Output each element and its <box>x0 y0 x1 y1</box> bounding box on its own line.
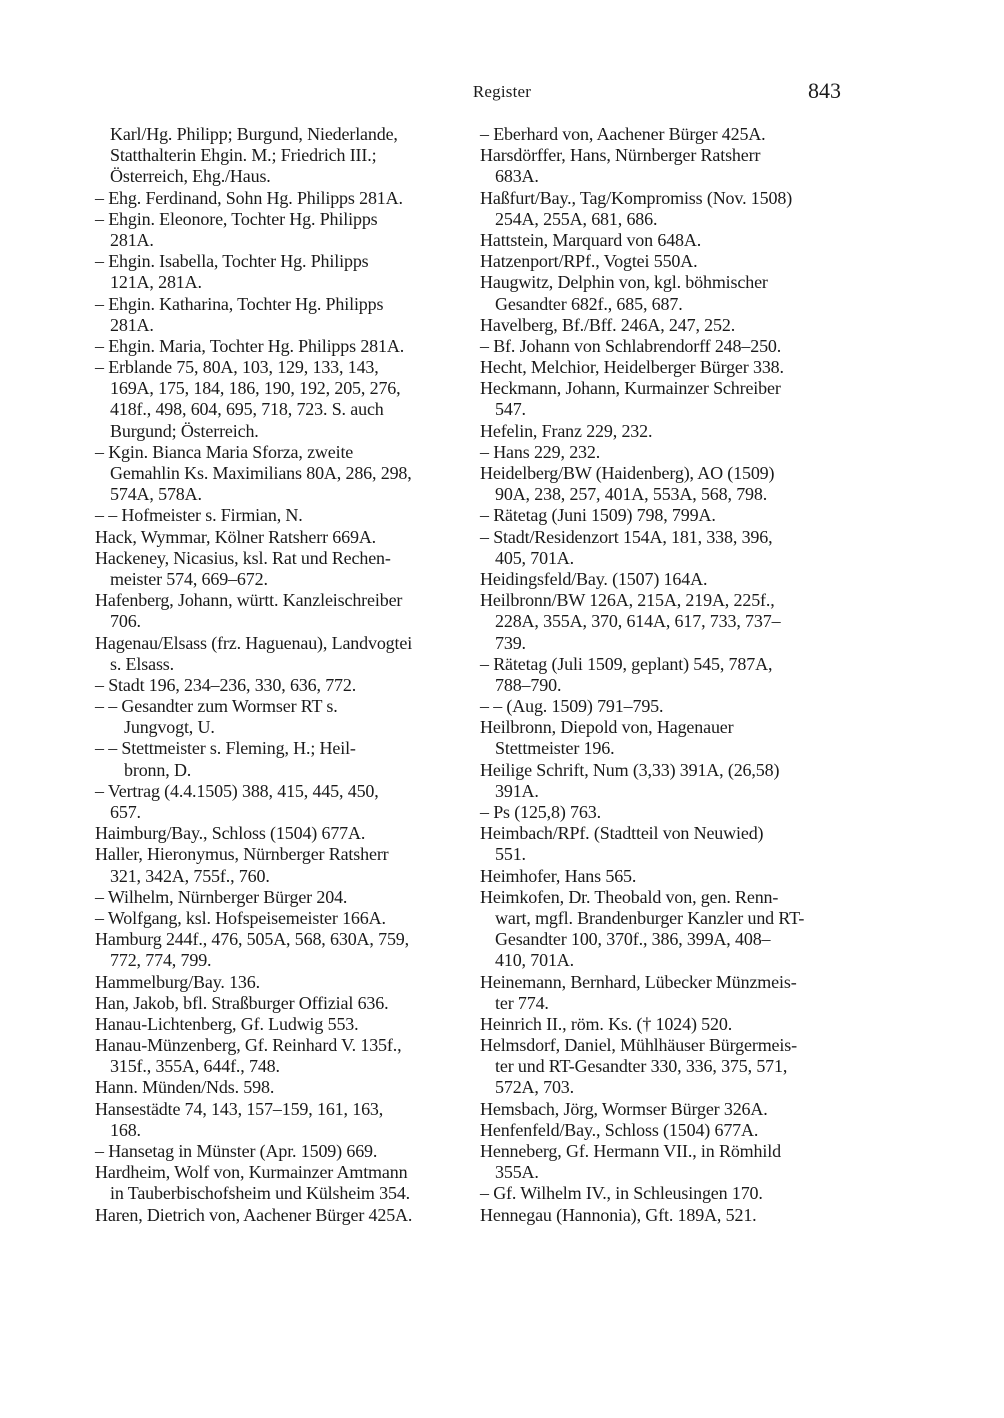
page-number: 843 <box>808 78 841 103</box>
index-line: 788–790. <box>495 674 562 695</box>
index-line: Helmsdorf, Daniel, Mühlhäuser Bürgermeis- <box>480 1035 797 1056</box>
index-line: Hagenau/Elsass (frz. Haguenau), Landvogtei <box>95 632 413 653</box>
index-line: Heidingsfeld/Bay. (1507) 164A. <box>480 568 708 589</box>
index-line: – Eberhard von, Aachener Bürger 425A. <box>480 124 766 144</box>
index-line: Henneberg, Gf. Hermann VII., in Römhild <box>480 1141 781 1161</box>
index-line: 281A. <box>110 229 154 250</box>
index-line: – Ps (125,8) 763. <box>480 802 601 822</box>
index-line: Haimburg/Bay., Schloss (1504) 677A. <box>95 823 366 844</box>
index-line: s. Elsass. <box>110 653 175 674</box>
index-line: Burgund; Österreich. <box>110 420 259 441</box>
running-head: Register <box>472 82 532 101</box>
index-line: Gesandter 682f., 685, 687. <box>495 293 683 314</box>
index-line: – – Gesandter zum Wormser RT s. <box>95 696 338 717</box>
index-line: 121A, 281A. <box>110 272 202 293</box>
index-line: Heimbach/RPf. (Stadtteil von Neuwied) <box>480 823 764 844</box>
index-line: – Wolfgang, ksl. Hofspeisemeister 166A. <box>95 907 386 928</box>
index-line: Österreich, Ehg./Haus. <box>110 166 271 187</box>
index-line: – Kgin. Bianca Maria Sforza, zweite <box>95 441 354 462</box>
index-line: Hemsbach, Jörg, Wormser Bürger 326A. <box>480 1098 768 1119</box>
index-line: Haßfurt/Bay., Tag/Kompromiss (Nov. 1508) <box>480 187 793 208</box>
index-line: – Gf. Wilhelm IV., in Schleusingen 170. <box>480 1183 763 1204</box>
index-line: – Ehgin. Eleonore, Tochter Hg. Philipps <box>95 208 378 229</box>
index-line: Heimkofen, Dr. Theobald von, gen. Renn- <box>480 886 779 907</box>
index-line: Hamburg 244f., 476, 505A, 568, 630A, 759, <box>95 929 410 950</box>
index-line: Han, Jakob, bfl. Straßburger Offizial 636. <box>95 992 389 1013</box>
index-line: ter 774. <box>495 992 549 1013</box>
index-line: – – (Aug. 1509) 791–795. <box>480 696 664 717</box>
index-line: Gemahlin Ks. Maximilians 80A, 286, 298, <box>110 463 412 483</box>
index-line: – – Hofmeister s. Firmian, N. <box>95 505 303 526</box>
index-line: Hattstein, Marquard von 648A. <box>480 229 702 250</box>
index-line: Haugwitz, Delphin von, kgl. böhmischer <box>480 272 768 293</box>
index-line: Heidelberg/BW (Haidenberg), AO (1509) <box>480 463 775 483</box>
index-line: Hann. Münden/Nds. 598. <box>95 1077 275 1098</box>
index-line: wart, mgfl. Brandenburger Kanzler und RT- <box>495 907 805 928</box>
index-line: 683A. <box>495 166 539 187</box>
index-line: – Ehgin. Maria, Tochter Hg. Philipps 281A. <box>95 335 405 356</box>
index-line: 739. <box>495 632 526 653</box>
index-line: – Stadt/Residenzort 154A, 181, 338, 396, <box>480 526 773 547</box>
index-line: Heinrich II., röm. Ks. († 1024) 520. <box>480 1013 733 1034</box>
index-line: 321, 342A, 755f., 760. <box>110 865 270 886</box>
index-line: – Vertrag (4.4.1505) 388, 415, 445, 450, <box>95 780 379 801</box>
index-line: 355A. <box>495 1162 539 1183</box>
index-line: 572A, 703. <box>495 1077 574 1098</box>
index-line: Henfenfeld/Bay., Schloss (1504) 677A. <box>480 1119 759 1140</box>
index-line: 574A, 578A. <box>110 484 202 505</box>
index-line: meister 574, 669–672. <box>110 568 268 589</box>
index-line: 772, 774, 799. <box>110 950 212 971</box>
index-line: – Rätetag (Juni 1509) 798, 799A. <box>480 505 716 526</box>
index-line: Heilbronn, Diepold von, Hagenauer <box>480 717 734 738</box>
index-line: Stettmeister 196. <box>495 738 615 759</box>
index-line: – Hansetag in Münster (Apr. 1509) 669. <box>95 1141 378 1161</box>
index-line: 90A, 238, 257, 401A, 553A, 568, 798. <box>495 484 768 505</box>
index-line: Haller, Hieronymus, Nürnberger Ratsherr <box>95 844 389 865</box>
index-line: 547. <box>495 399 526 420</box>
index-line: – – Stettmeister s. Fleming, H.; Heil- <box>95 738 356 759</box>
index-line: – Ehgin. Isabella, Tochter Hg. Philipps <box>95 251 369 272</box>
index-line: Heinemann, Bernhard, Lübecker Münzmeis- <box>480 971 797 992</box>
index-line: bronn, D. <box>124 759 192 780</box>
index-line: Heckmann, Johann, Kurmainzer Schreiber <box>480 378 781 399</box>
index-line: Hammelburg/Bay. 136. <box>95 971 260 992</box>
index-line: Heimhofer, Hans 565. <box>480 865 637 886</box>
index-line: 391A. <box>495 780 539 801</box>
index-line: Harsdörffer, Hans, Nürnberger Ratsherr <box>480 145 761 166</box>
index-line: Heilige Schrift, Num (3,33) 391A, (26,58) <box>480 759 780 780</box>
index-line: – Ehgin. Katharina, Tochter Hg. Philipps <box>95 293 384 314</box>
index-line: Hanau-Münzenberg, Gf. Reinhard V. 135f., <box>95 1035 402 1056</box>
index-line: – Ehg. Ferdinand, Sohn Hg. Philipps 281A. <box>95 187 403 208</box>
index-line: Gesandter 100, 370f., 386, 399A, 408– <box>495 929 771 950</box>
index-line: Karl/Hg. Philipp; Burgund, Niederlande, <box>110 124 398 144</box>
index-line: – Erblande 75, 80A, 103, 129, 133, 143, <box>95 357 379 378</box>
index-line: Hackeney, Nicasius, ksl. Rat und Rechen- <box>95 547 391 568</box>
index-line: – Bf. Johann von Schlabrendorff 248–250. <box>480 335 782 356</box>
index-line: 410, 701A. <box>495 950 574 971</box>
index-line: – Wilhelm, Nürnberger Bürger 204. <box>95 886 348 907</box>
index-line: 706. <box>110 611 141 632</box>
index-line: Hack, Wymmar, Kölner Ratsherr 669A. <box>95 526 377 547</box>
index-line: 168. <box>110 1119 141 1140</box>
index-line: in Tauberbischofsheim und Külsheim 354. <box>110 1183 411 1204</box>
index-line: Hardheim, Wolf von, Kurmainzer Amtmann <box>95 1162 408 1183</box>
index-line: Havelberg, Bf./Bff. 246A, 247, 252. <box>480 314 736 335</box>
index-line: 551. <box>495 844 526 865</box>
index-line: 228A, 355A, 370, 614A, 617, 733, 737– <box>495 611 781 632</box>
index-line: 657. <box>110 802 141 822</box>
index-line: Heilbronn/BW 126A, 215A, 219A, 225f., <box>480 590 775 611</box>
index-line: 254A, 255A, 681, 686. <box>495 208 658 229</box>
index-line: – Hans 229, 232. <box>480 441 601 462</box>
index-line: 169A, 175, 184, 186, 190, 192, 205, 276, <box>110 378 401 399</box>
index-line: 315f., 355A, 644f., 748. <box>110 1056 280 1077</box>
index-line: – Stadt 196, 234–236, 330, 636, 772. <box>95 674 357 695</box>
index-line: Hanau-Lichtenberg, Gf. Ludwig 553. <box>95 1013 359 1034</box>
index-line: 418f., 498, 604, 695, 718, 723. S. auch <box>110 399 384 420</box>
index-line: Jungvogt, U. <box>124 717 215 738</box>
index-column-right <box>480 124 865 1226</box>
index-line: Hefelin, Franz 229, 232. <box>480 420 653 441</box>
index-line: – Rätetag (Juli 1509, geplant) 545, 787A, <box>480 653 773 674</box>
index-line: Haren, Dietrich von, Aachener Bürger 425A. <box>95 1204 413 1225</box>
index-line: 281A. <box>110 314 154 335</box>
index-line: Hennegau (Hannonia), Gft. 189A, 521. <box>480 1204 757 1225</box>
index-line: Hafenberg, Johann, württ. Kanzleischreiber <box>95 590 403 611</box>
index-line: Hansestädte 74, 143, 157–159, 161, 163, <box>95 1098 384 1119</box>
index-line: 405, 701A. <box>495 547 574 568</box>
index-line: ter und RT-Gesandter 330, 336, 375, 571, <box>495 1056 788 1077</box>
index-line: Statthalterin Ehgin. M.; Friedrich III.; <box>110 145 377 166</box>
index-line: Hatzenport/RPf., Vogtei 550A. <box>480 251 698 272</box>
index-line: Hecht, Melchior, Heidelberger Bürger 338. <box>480 357 784 378</box>
index-column-left <box>95 124 475 1226</box>
